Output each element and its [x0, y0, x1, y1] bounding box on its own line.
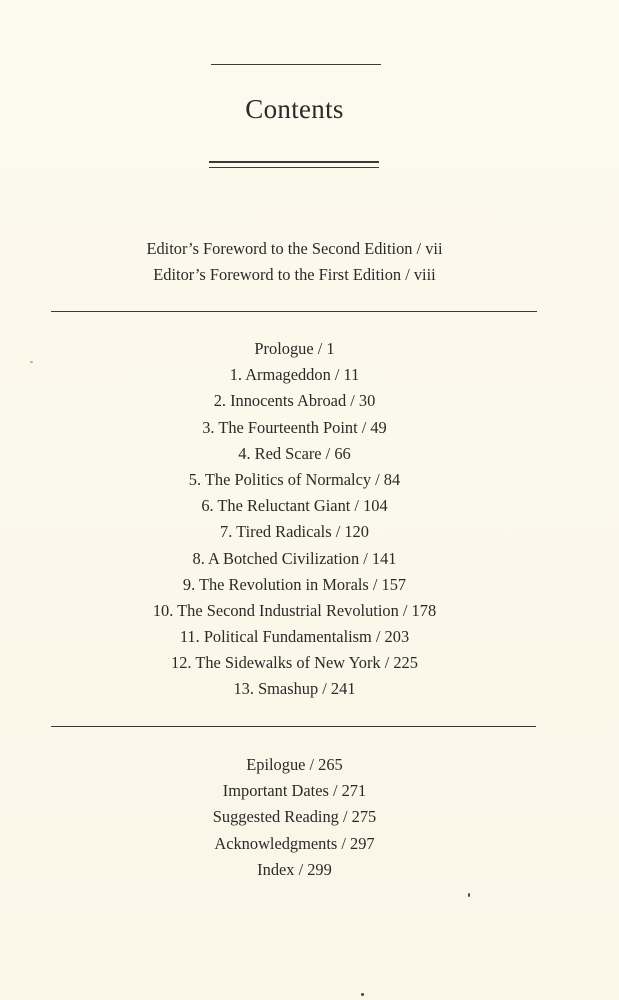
toc-entry: 1. Armageddon / 11 [229, 365, 360, 385]
toc-entry: 12. The Sidewalks of New York / 225 [171, 653, 418, 673]
paper-speck [468, 893, 470, 897]
title-double-rule [209, 161, 379, 168]
toc-entry: Editor’s Foreword to the Second Edition / vii [146, 239, 443, 258]
section-divider [51, 726, 536, 727]
chapters-list [0, 336, 589, 703]
toc-entry: 9. The Revolution in Morals / 157 [182, 574, 407, 594]
toc-entry: 10. The Second Industrial Revolution / 178 [152, 600, 437, 620]
toc-entry: 6. The Reluctant Giant / 104 [201, 496, 388, 516]
paper-speck [30, 361, 33, 363]
toc-entry: Important Dates / 271 [222, 781, 367, 801]
section-divider [51, 311, 537, 312]
toc-entry: 11. Political Fundamentalism / 203 [179, 627, 410, 647]
toc-entry: 5. The Politics of Normalcy / 84 [188, 469, 401, 489]
toc-entry: Prologue / 1 [254, 339, 335, 358]
toc-entry: Epilogue / 265 [246, 755, 343, 774]
back-matter-list [0, 752, 589, 883]
toc-entry: Index / 299 [257, 859, 332, 879]
front-matter-list [0, 236, 589, 288]
top-rule [211, 64, 381, 65]
page-title: Contents [245, 94, 344, 124]
toc-entry: 4. Red Scare / 66 [238, 443, 351, 463]
toc-entry: 7. Tired Radicals / 120 [220, 522, 369, 542]
toc-entry: 13. Smashup / 241 [233, 679, 356, 699]
toc-entry: Editor’s Foreword to the First Edition / viii [153, 265, 436, 285]
toc-entry: Acknowledgments / 297 [214, 833, 375, 853]
toc-entry: 2. Innocents Abroad / 30 [213, 391, 376, 411]
paper-speck [361, 993, 364, 996]
toc-entry: 8. A Botched Civilization / 141 [192, 548, 397, 568]
toc-entry: Suggested Reading / 275 [212, 807, 377, 827]
toc-entry: 3. The Fourteenth Point / 49 [202, 417, 387, 437]
